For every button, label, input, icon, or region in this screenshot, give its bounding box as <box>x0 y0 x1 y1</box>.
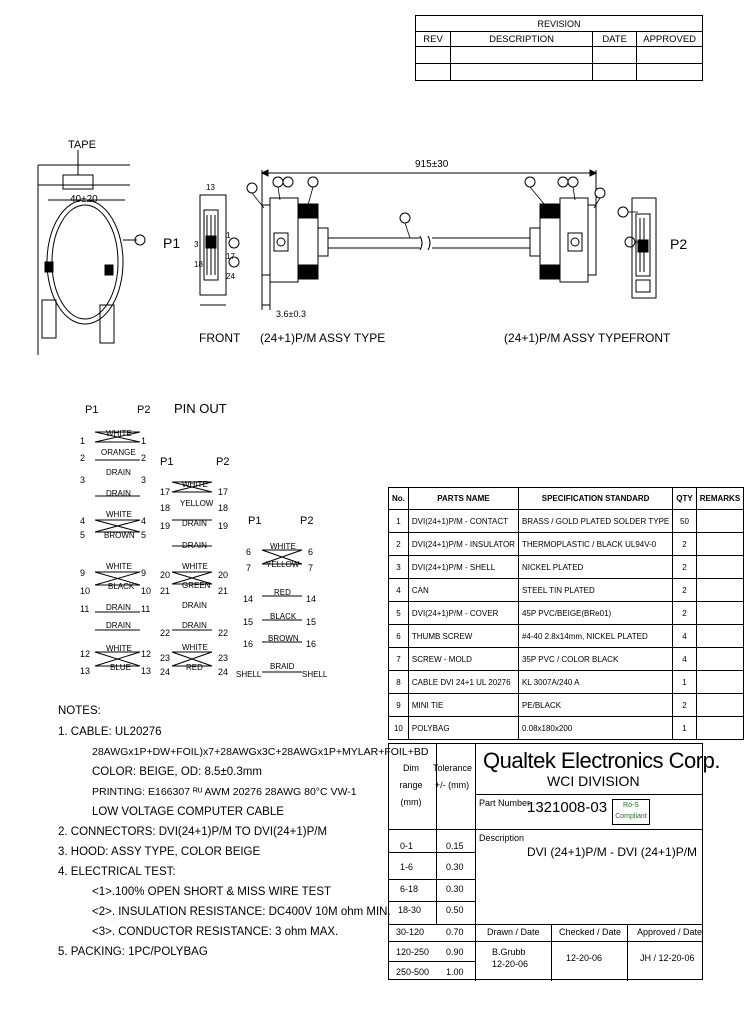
g3-wire-label: BROWN <box>268 634 299 643</box>
g1-wire-label: DRAIN <box>106 468 131 477</box>
g2-extra-drain: DRAIN <box>182 541 207 550</box>
g2-pin-r: 21 <box>218 586 229 596</box>
table-row: 3 DVI(24+1)P/M - SHELL NICKEL PLATED 2 <box>389 556 744 579</box>
tol-value: 1.00 <box>446 967 464 977</box>
g3-pin-r: SHELL <box>302 670 328 679</box>
length-dimension-label: 915±30 <box>415 159 449 170</box>
g1-wire-label: BLACK <box>108 582 135 591</box>
pin-3-label: 3 <box>194 240 199 249</box>
g2-pin-l: 22 <box>160 628 171 638</box>
division-name: WCI DIVISION <box>547 773 640 789</box>
g1-pin-l: 5 <box>80 530 86 540</box>
g1-pin-l: 10 <box>80 586 91 596</box>
tol-range: 1-6 <box>400 862 414 872</box>
g3-wire-label: WHITE <box>270 542 296 551</box>
note-line: PRINTING: E166307 ᴿᵁ AWM 20276 28AWG 80°C VW-1 <box>92 786 357 798</box>
notes-title: NOTES: <box>58 705 101 717</box>
g3-pin-l: 15 <box>243 617 254 627</box>
tol-range: 120-250 <box>396 947 430 957</box>
g1-wire-label: BROWN <box>104 531 135 540</box>
drawn-label: Drawn / Date <box>487 927 540 937</box>
g1-pin-r: 12 <box>141 649 152 659</box>
table-row: 8 CABLE DVI 24+1 UL 20276 KL 3007A/240 A 1 <box>389 671 744 694</box>
g2-wire-label: GREEN <box>182 581 211 590</box>
drawn-date: 12-20-06 <box>492 959 529 969</box>
approved-value: JH / 12-20-06 <box>640 953 695 963</box>
g2-pin-l: 17 <box>160 487 171 497</box>
g2-wire-label: DRAIN <box>182 621 207 630</box>
g1-pin-r: 5 <box>141 530 147 540</box>
right-connector-side-view <box>530 198 596 282</box>
table-row: 4 CAN STEEL TIN PLATED 2 <box>389 579 744 602</box>
g3-wire-label: YELLOW <box>266 560 300 569</box>
left-connector-side-view <box>262 198 530 310</box>
parts-spec-header: SPECIFICATION STANDARD <box>518 488 672 510</box>
checked-label: Checked / Date <box>559 927 622 937</box>
g3-p1-label: P1 <box>248 515 262 527</box>
g1-pin-r: 11 <box>141 604 151 614</box>
g1-wire-label: WHITE <box>106 429 132 438</box>
g2-pin-r: 20 <box>218 570 229 580</box>
g2-pin-r: 22 <box>218 628 229 638</box>
coil-dimension: 40±20 <box>70 194 98 205</box>
note-line: 2. CONNECTORS: DVI(24+1)P/M TO DVI(24+1)P/M <box>58 826 328 838</box>
g1-pin-l: 13 <box>80 666 91 676</box>
table-row: 5 DVI(24+1)P/M - COVER 45P PVC/BEIGE(BRe01) 2 <box>389 602 744 625</box>
g3-p2-label: P2 <box>300 515 314 527</box>
parts-list-table <box>388 487 744 740</box>
tol-value: 0.90 <box>446 947 464 957</box>
tol-value: 0.30 <box>446 862 464 872</box>
g2-p1-label: P1 <box>160 456 174 468</box>
front-right-label: FRONT <box>629 331 671 345</box>
tol-range: 6-18 <box>400 884 419 894</box>
g2-pin-r: 18 <box>218 503 229 513</box>
g1-pin-r: 2 <box>141 453 147 463</box>
g2-extra-drain: DRAIN <box>182 601 207 610</box>
note-line: 1. CABLE: UL20276 <box>58 726 162 738</box>
g1-pin-r: 9 <box>141 568 147 578</box>
g3-pin-r: 7 <box>308 563 314 573</box>
tol-range: 18-30 <box>398 905 422 915</box>
g1-wire-label: WHITE <box>106 510 132 519</box>
g3-pin-l: SHELL <box>236 670 262 679</box>
g1-pin-r: 3 <box>141 475 147 485</box>
part-number-label: Part Number <box>479 798 531 808</box>
pinout-p1-label: P1 <box>85 404 99 416</box>
g1-pin-r: 13 <box>141 666 152 676</box>
p1-label: P1 <box>163 235 181 251</box>
tol-range: 0-1 <box>400 841 414 851</box>
company-name: Qualtek Electronics Corp. <box>483 748 720 773</box>
g1-pin-l: 11 <box>80 604 90 614</box>
tol-value: 0.30 <box>446 884 464 894</box>
pin-13-label: 13 <box>206 183 215 192</box>
g2-pin-r: 17 <box>218 487 229 497</box>
g3-pin-r: 14 <box>306 594 317 604</box>
g2-pin-r: 24 <box>218 667 229 677</box>
tol-range: 30-120 <box>396 927 425 937</box>
g2-pin-l: 18 <box>160 503 171 513</box>
assembly-drawing <box>0 0 720 360</box>
table-row: 10 POLYBAG 0.08x180x200 1 <box>389 717 744 740</box>
tol-value: 0.70 <box>446 927 464 937</box>
g1-pin-l: 4 <box>80 516 86 526</box>
note-line: COLOR: BEIGE, OD: 8.5±0.3mm <box>92 766 262 778</box>
g2-wire-label: RED <box>186 663 203 672</box>
note-line: 4. ELECTRICAL TEST: <box>58 866 176 878</box>
assy-right-label: (24+1)P/M ASSY TYPE <box>504 331 630 345</box>
g2-pin-r: 23 <box>218 653 229 663</box>
g2-wire-label: WHITE <box>182 562 208 571</box>
description-header: DESCRIPTION <box>451 32 593 47</box>
g1-wire-label: DRAIN <box>106 603 131 612</box>
pin-24-label: 24 <box>226 272 235 281</box>
g1-pin-l: 2 <box>80 453 86 463</box>
drawn-by: B.Grubb <box>492 947 526 957</box>
tol-value: 0.50 <box>446 905 464 915</box>
description-label: Description <box>479 833 525 843</box>
pinout-p2-label: P2 <box>137 404 151 416</box>
g1-wire-label: BLUE <box>110 663 131 672</box>
tol-range: 250-500 <box>396 967 430 977</box>
assy-left-label: (24+1)P/M ASSY TYPE <box>260 331 386 345</box>
g1-wire-label: ORANGE <box>101 448 136 457</box>
g1-extra-drain: DRAIN <box>106 621 131 630</box>
parts-remarks-header: REMARKS <box>696 488 743 510</box>
pin-18-label: 18 <box>194 260 203 269</box>
note-line: <2>. INSULATION RESISTANCE: DC400V 10M ohm MIN. <box>92 906 391 918</box>
date-header: DATE <box>593 32 637 47</box>
g2-wire-label: YELLOW <box>180 499 214 508</box>
tolerance-label: Tolerance +/- (mm) <box>433 763 473 790</box>
g2-p2-label: P2 <box>216 456 230 468</box>
p2-label: P2 <box>670 236 688 252</box>
small-dimension-label: 3.6±0.3 <box>276 309 306 319</box>
g1-pin-r: 1 <box>141 436 147 446</box>
parts-no-header: No. <box>389 488 409 510</box>
g3-wire-label: BRAID <box>270 662 295 671</box>
front-left-label: FRONT <box>199 331 241 345</box>
pinout-title: PIN OUT <box>174 401 227 416</box>
tape-label: TAPE <box>68 139 96 151</box>
note-line: <3>. CONDUCTOR RESISTANCE: 3 ohm MAX. <box>92 926 339 938</box>
g2-pin-l: 21 <box>160 586 171 596</box>
revision-title: REVISION <box>416 16 703 32</box>
g2-pin-l: 23 <box>160 653 171 663</box>
g1-wire-label: WHITE <box>106 644 132 653</box>
g2-wire-label: DRAIN <box>182 519 207 528</box>
g3-pin-l: 6 <box>246 547 252 557</box>
rohs-badge: Ro-S Compliant <box>612 799 650 825</box>
cable-coil-view <box>38 150 145 355</box>
g2-pin-r: 19 <box>218 521 229 531</box>
length-dimension <box>262 170 596 205</box>
table-row: 1 DVI(24+1)P/M - CONTACT BRASS / GOLD PLATED SOLDER TYPE 50 <box>389 510 744 533</box>
note-line: LOW VOLTAGE COMPUTER CABLE <box>92 806 284 818</box>
approved-label: Approved / Date <box>637 927 703 937</box>
parts-name-header: PARTS NAME <box>408 488 518 510</box>
note-line: 5. PACKING: 1PC/POLYBAG <box>58 946 208 958</box>
note-line: 28AWGx1P+DW+FOIL)x7+28AWGx3C+28AWGx1P+MYLAR+FOIL+BD <box>92 746 429 758</box>
dim-range-label: Dim range (mm) <box>399 763 423 807</box>
g3-pin-l: 14 <box>243 594 254 604</box>
g3-pin-r: 16 <box>306 639 317 649</box>
g1-extra-drain: DRAIN <box>106 489 131 498</box>
table-row: 6 THUMB SCREW #4-40 2.8x14mm, NICKEL PLATED 4 <box>389 625 744 648</box>
table-row: 7 SCREW - MOLD 35P PVC / COLOR BLACK 4 <box>389 648 744 671</box>
g2-pin-l: 19 <box>160 521 171 531</box>
approved-header: APPROVED <box>637 32 703 47</box>
part-number: 1321008-03 <box>527 799 608 816</box>
g2-wire-label: WHITE <box>182 643 208 652</box>
p2-front-view <box>632 198 656 298</box>
g3-pin-r: 15 <box>306 617 317 627</box>
g1-pin-l: 9 <box>80 568 86 578</box>
g3-pin-l: 7 <box>246 563 252 573</box>
description-value: DVI (24+1)P/M - DVI (24+1)P/M <box>527 845 698 859</box>
g3-wire-label: BLACK <box>270 612 297 621</box>
g3-pin-l: 16 <box>243 639 254 649</box>
g1-pin-l: 3 <box>80 475 86 485</box>
g3-wire-label: RED <box>274 588 291 597</box>
pin-1-label: 1 <box>226 231 231 240</box>
g1-wire-label: WHITE <box>106 562 132 571</box>
note-line: 3. HOOD: ASSY TYPE, COLOR BEIGE <box>58 846 261 858</box>
tol-value: 0.15 <box>446 841 464 851</box>
parts-qty-header: QTY <box>673 488 696 510</box>
g2-pin-l: 24 <box>160 667 171 677</box>
note-line: <1>.100% OPEN SHORT & MISS WIRE TEST <box>92 886 332 898</box>
g1-pin-l: 1 <box>80 436 86 446</box>
rev-header: REV <box>416 32 451 47</box>
g3-pin-r: 6 <box>308 547 314 557</box>
checked-date: 12-20-06 <box>566 953 603 963</box>
g2-pin-l: 20 <box>160 570 171 580</box>
pin-17-label: 17 <box>226 252 235 261</box>
g1-pin-r: 4 <box>141 516 147 526</box>
table-row: 9 MINI TIE PE/BLACK 2 <box>389 694 744 717</box>
g1-pin-r: 10 <box>141 586 152 596</box>
g2-wire-label: WHITE <box>182 480 208 489</box>
g1-pin-l: 12 <box>80 649 91 659</box>
table-row: 2 DVI(24+1)P/M - INSULATOR THERMOPLASTIC / BLACK UL94V-0 2 <box>389 533 744 556</box>
